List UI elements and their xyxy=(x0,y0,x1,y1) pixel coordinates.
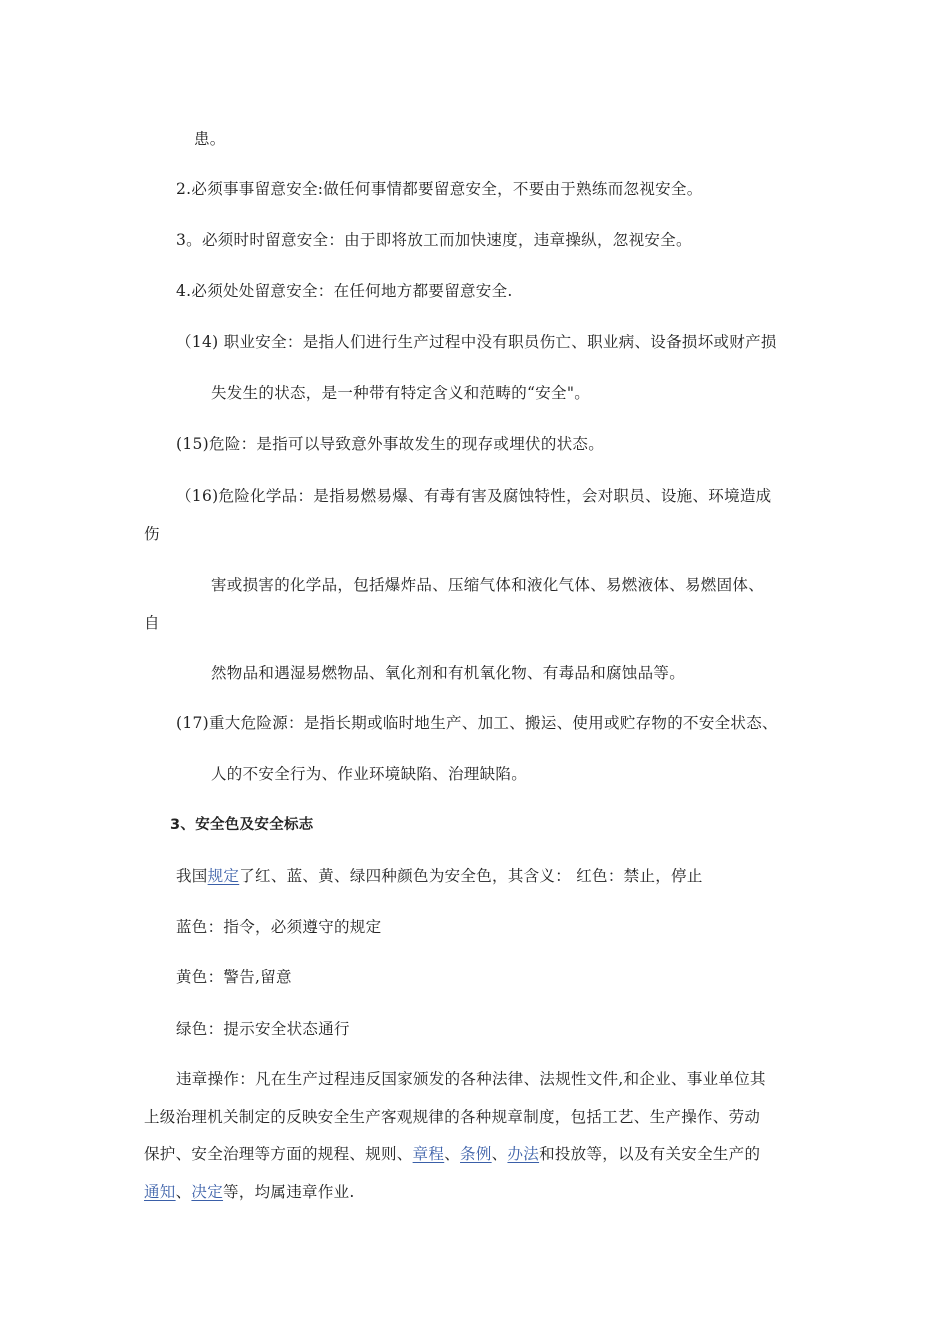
text-line: 3。必须时时留意安全：由于即将放工而加快速度，违章操纵，忽视安全。 xyxy=(176,231,692,249)
definition-17-line1: (17)重大危险源：是指长期或临时地生产、加工、搬运、使用或贮存物的不安全状态、 xyxy=(176,714,778,732)
definition-16-line3: 然物品和遇湿易燃物品、氧化剂和有机氧化物、有毒品和腐蚀品等。 xyxy=(211,664,686,682)
link-tiaoli[interactable]: 条例 xyxy=(460,1145,492,1163)
definition-14-line2: 失发生的状态，是一种带有特定含义和范畴的“安全"。 xyxy=(211,384,591,402)
violation-text: 等，均属违章作业. xyxy=(223,1183,355,1201)
section-heading: 3、安全色及安全标志 xyxy=(170,817,314,833)
definition-16-wrap2: 自 xyxy=(144,614,160,632)
definition-16-line1: （16)危险化学品：是指易燃易爆、有毒有害及腐蚀特性，会对职员、设施、环境造成 xyxy=(176,487,772,505)
link-guiding[interactable]: 规定 xyxy=(207,867,240,885)
violation-line3 xyxy=(144,1143,760,1165)
intro-text: 我国 xyxy=(176,867,208,885)
violation-line1: 违章操作：凡在生产过程违反国家颁发的各种法律、法规性文件,和企业、事业单位其 xyxy=(176,1070,766,1088)
intro-text: 了红、蓝、黄、绿四种颜色为安全色，其含义： 红色：禁止，停止 xyxy=(239,867,703,885)
text-line: 4.必须处处留意安全：在任何地方都要留意安全. xyxy=(176,282,513,300)
separator: 、 xyxy=(175,1183,192,1201)
definition-15: (15)危险：是指可以导致意外事故发生的现存或埋伏的状态。 xyxy=(176,435,605,453)
yellow-meaning: 黄色：警告,留意 xyxy=(176,968,292,986)
safety-color-intro xyxy=(176,865,703,887)
link-tongzhi[interactable]: 通知 xyxy=(144,1183,176,1201)
definition-16-line2: 害或损害的化学品，包括爆炸品、压缩气体和液化气体、易燃液体、易燃固体、 xyxy=(211,576,765,594)
link-banfa[interactable]: 办法 xyxy=(507,1145,540,1163)
violation-line4 xyxy=(144,1181,355,1203)
text-line: 患。 xyxy=(194,130,226,148)
separator: 、 xyxy=(491,1145,508,1163)
text-line: 2.必须事事留意安全:做任何事情都要留意安全，不要由于熟练而忽视安全。 xyxy=(176,180,703,198)
violation-line2: 上级治理机关制定的反映安全生产客观规律的各种规章制度，包括工艺、生产操作、劳动 xyxy=(144,1108,761,1126)
definition-17-line2: 人的不安全行为、作业环境缺陷、治理缺陷。 xyxy=(211,765,528,783)
green-meaning: 绿色：提示安全状态通行 xyxy=(176,1020,350,1038)
blue-meaning: 蓝色：指令，必须遵守的规定 xyxy=(176,918,382,936)
definition-16-wrap1: 伤 xyxy=(144,525,160,543)
violation-text: 和投放等，以及有关安全生产的 xyxy=(539,1145,761,1163)
link-zhangcheng[interactable]: 章程 xyxy=(412,1145,445,1163)
violation-text: 保护、安全治理等方面的规程、规则、 xyxy=(144,1145,413,1163)
separator: 、 xyxy=(444,1145,461,1163)
definition-14-line1: （14) 职业安全：是指人们进行生产过程中没有职员伤亡、职业病、设备损坏或财产损 xyxy=(176,333,777,351)
link-jueding[interactable]: 决定 xyxy=(191,1183,224,1201)
